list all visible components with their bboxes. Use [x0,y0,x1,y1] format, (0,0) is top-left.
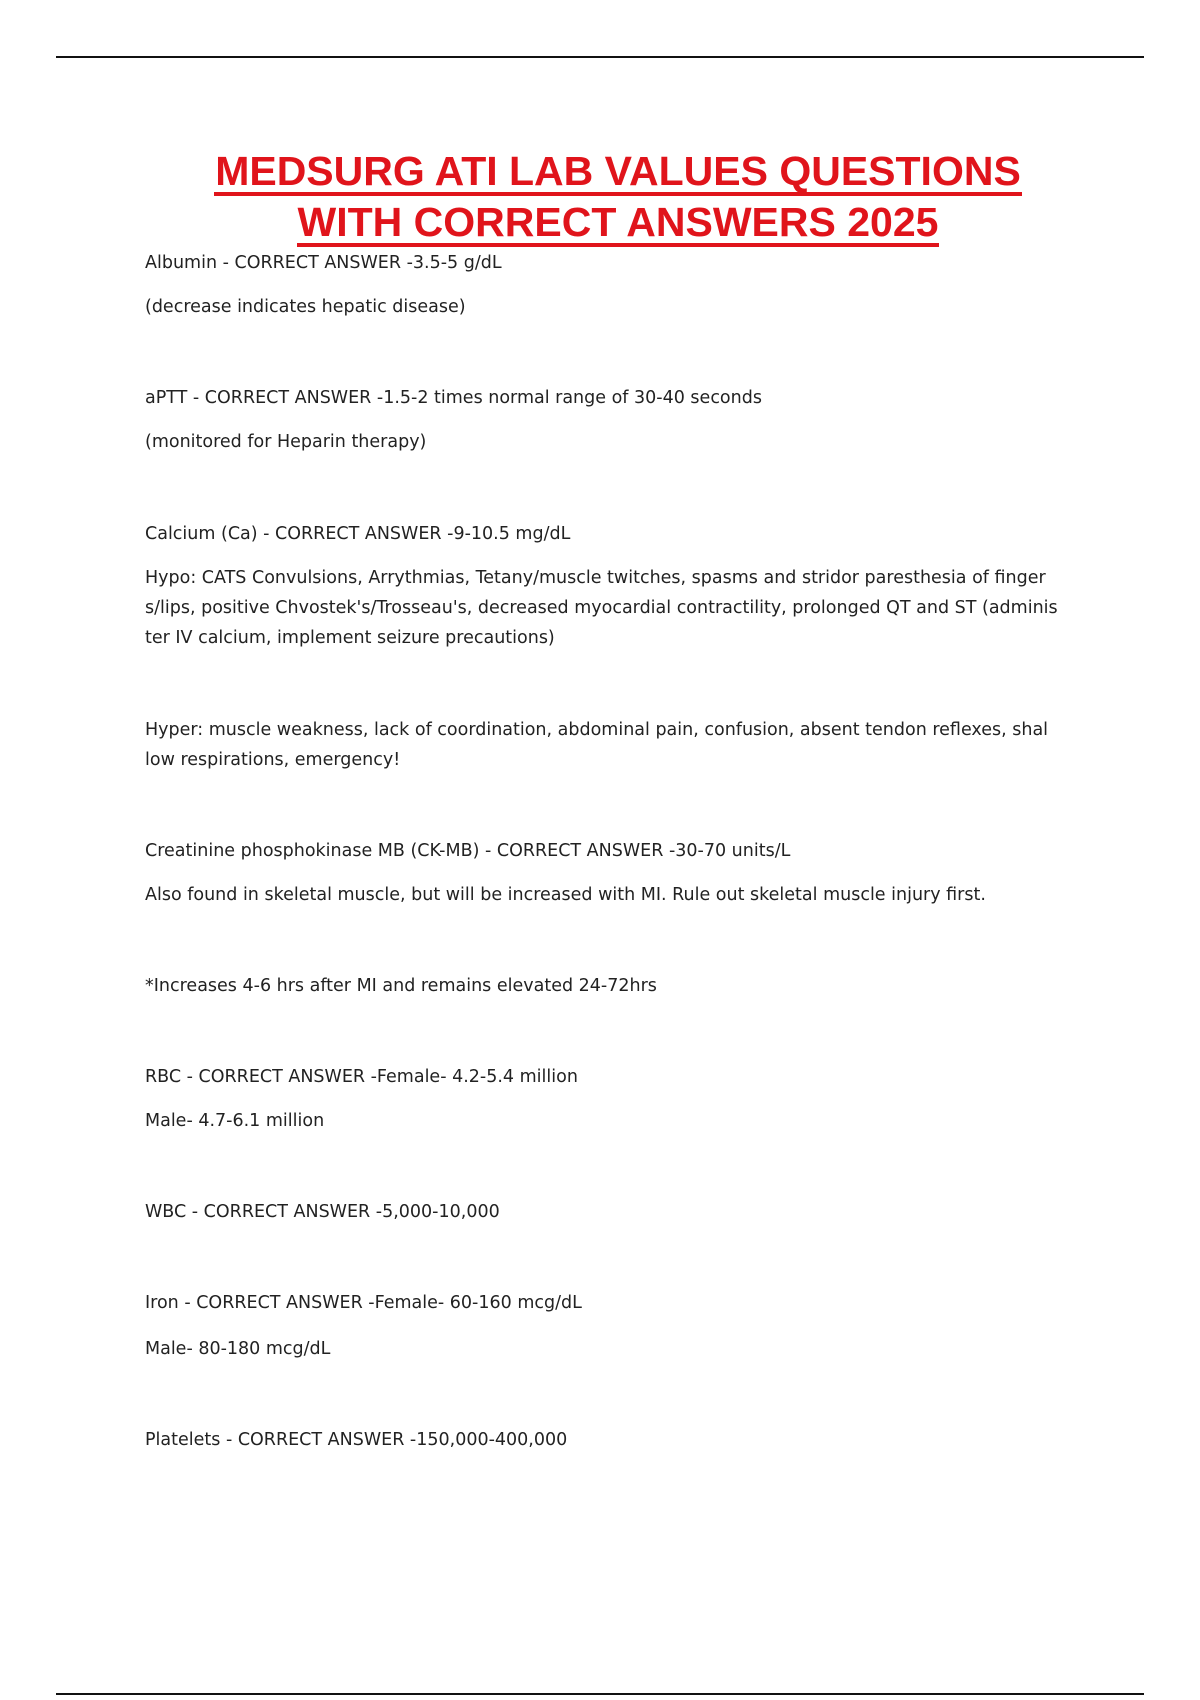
bottom-rule [56,1693,1144,1695]
calcium-hyper-line-2: low respirations, emergency! [145,750,401,770]
calcium-answer: Calcium (Ca) - CORRECT ANSWER -9-10.5 mg/dL [145,524,571,544]
iron-male: Male- 80-180 mcg/dL [145,1339,331,1359]
calcium-hypo-line-2: s/lips, positive Chvostek's/Trosseau's, decreased myocardial contractility, prolonged QT and ST (adminis [145,598,1058,618]
title-line-2: WITH CORRECT ANSWERS 2025 [297,199,939,245]
calcium-hypo-line-1: Hypo: CATS Convulsions, Arrythmias, Tetany/muscle twitches, spasms and stridor paresthesia of finger [145,568,1046,588]
rbc-answer: RBC - CORRECT ANSWER -Female- 4.2-5.4 million [145,1067,578,1087]
wbc-answer: WBC - CORRECT ANSWER -5,000-10,000 [145,1202,500,1222]
calcium-hypo-line-3: ter IV calcium, implement seizure precautions) [145,628,555,648]
albumin-answer: Albumin - CORRECT ANSWER -3.5-5 g/dL [145,253,502,273]
title-line-1: MEDSURG ATI LAB VALUES QUESTIONS [215,148,1021,194]
platelets-answer: Platelets - CORRECT ANSWER -150,000-400,000 [145,1430,568,1450]
rbc-male: Male- 4.7-6.1 million [145,1111,325,1131]
ckmb-timing-note: *Increases 4-6 hrs after MI and remains elevated 24-72hrs [145,976,657,996]
aptt-note: (monitored for Heparin therapy) [145,432,427,452]
iron-answer: Iron - CORRECT ANSWER -Female- 60-160 mcg/dL [145,1293,582,1313]
document-title [0,146,1200,248]
top-rule [56,56,1144,58]
ckmb-note: Also found in skeletal muscle, but will be increased with MI. Rule out skeletal muscle injury first. [145,885,986,905]
ckmb-answer: Creatinine phosphokinase MB (CK-MB) - CORRECT ANSWER -30-70 units/L [145,841,791,861]
calcium-hyper-line-1: Hyper: muscle weakness, lack of coordination, abdominal pain, confusion, absent tendon reflexes, shal [145,720,1049,740]
albumin-note: (decrease indicates hepatic disease) [145,297,466,317]
aptt-answer: aPTT - CORRECT ANSWER -1.5-2 times normal range of 30-40 seconds [145,388,762,408]
